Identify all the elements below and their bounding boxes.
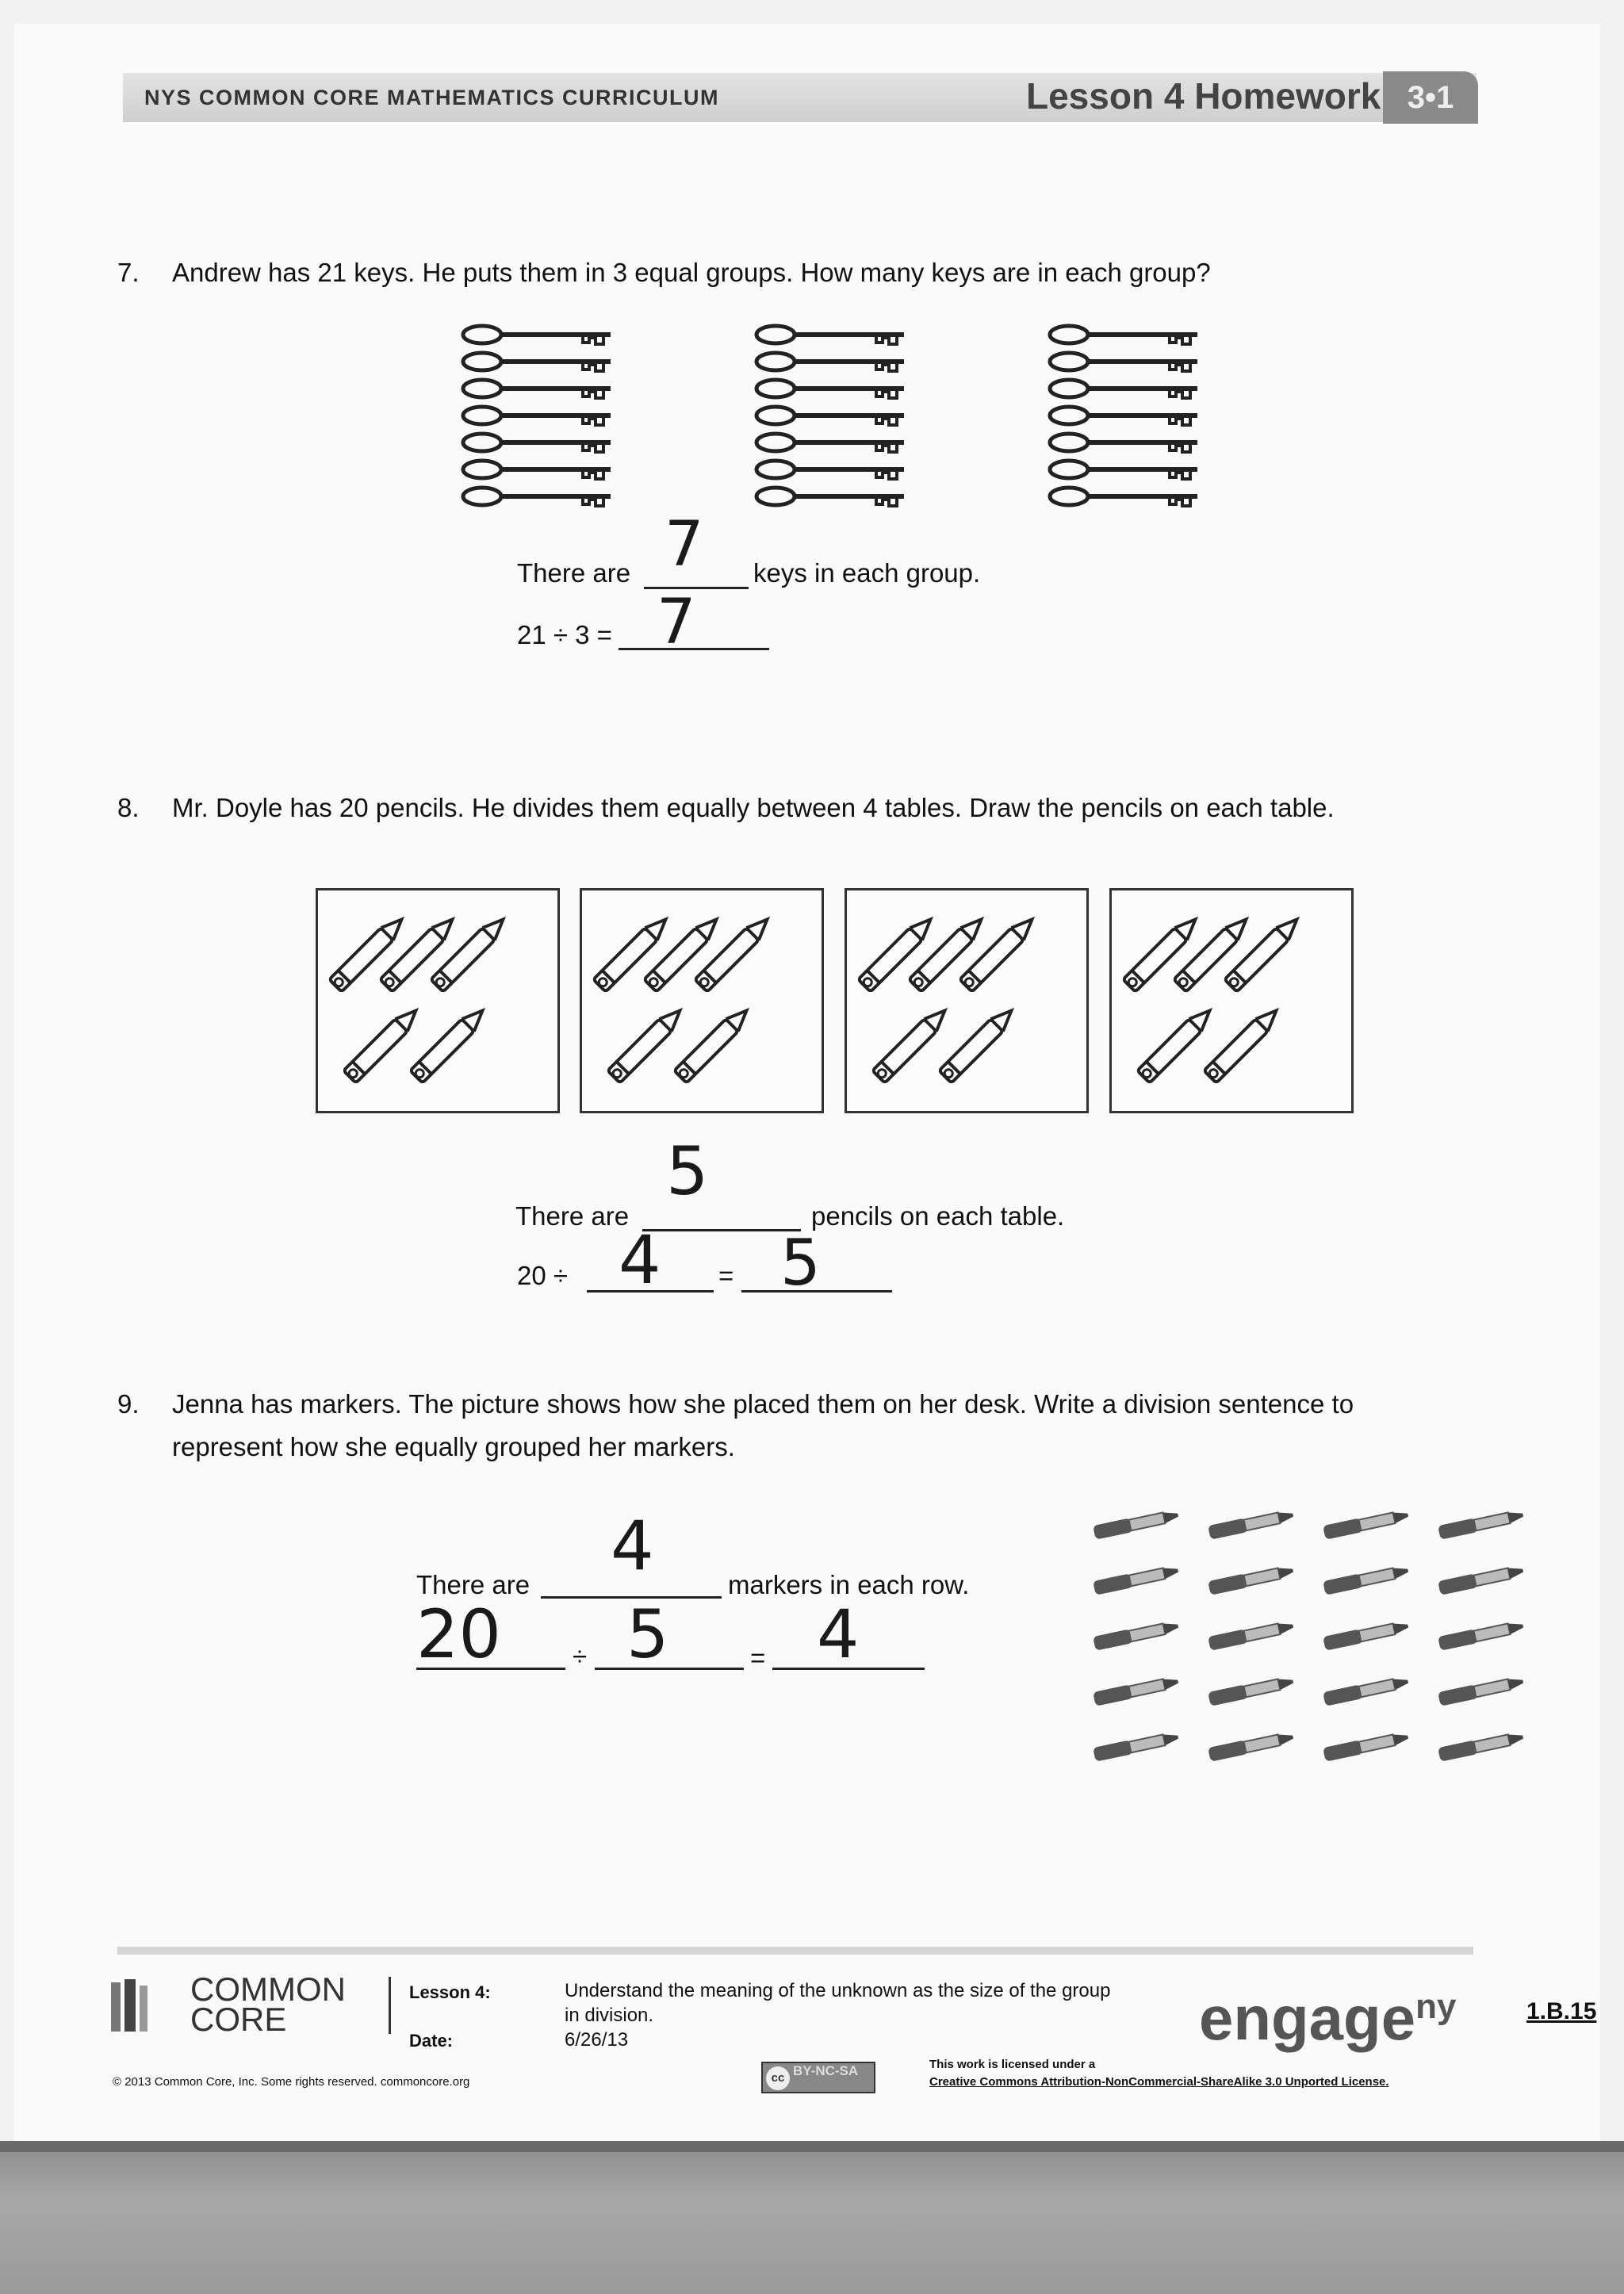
logo-line-2: CORE: [190, 2001, 287, 2038]
pencil-drawings: [582, 890, 822, 1111]
key-icon: [756, 488, 904, 506]
cc-license-badge: [761, 2062, 875, 2093]
marker-icon: [1093, 1675, 1179, 1706]
key-icon: [1050, 488, 1197, 506]
page-code: 1.B.15: [1526, 1998, 1597, 2024]
q7-sentence-before: There are: [517, 558, 631, 588]
marker-icon: [1093, 1730, 1179, 1762]
marker-icon: [1438, 1730, 1524, 1762]
scan-bottom-margin: [0, 2141, 1624, 2294]
q8-sentence-after: pencils on each table.: [811, 1201, 1065, 1231]
marker-icon: [1208, 1730, 1294, 1762]
key-icon: [1050, 434, 1197, 452]
key-icon: [463, 353, 611, 371]
q9-handwritten-divisor: 5: [626, 1595, 669, 1673]
key-icon: [1050, 380, 1197, 398]
marker-icon: [1323, 1675, 1409, 1706]
markers-illustration: [1086, 1511, 1546, 1780]
marker-icon: [1438, 1675, 1524, 1706]
q9-handwritten-answer: 4: [611, 1507, 654, 1586]
q9-quotient-blank-line: [772, 1668, 925, 1670]
engage-text: engage: [1199, 1983, 1416, 2053]
copyright-text: © 2013 Common Core, Inc. Some rights reserved. commoncore.org: [113, 2075, 470, 2089]
logo-line-1: COMMON: [190, 1970, 346, 2008]
question-9-number: 9.: [117, 1389, 140, 1419]
q9-divide-sign: ÷: [573, 1641, 588, 1671]
q7-handwritten-equation-answer: 7: [657, 587, 696, 658]
table-1: [316, 888, 560, 1113]
marker-icon: [1093, 1511, 1179, 1540]
license-line1: This work is licensed under a: [929, 2058, 1096, 2071]
key-icon: [1050, 407, 1197, 425]
footer-date: 6/26/13: [565, 2029, 629, 2051]
key-icon: [756, 380, 904, 398]
marker-icon: [1093, 1564, 1179, 1595]
footer-date-label: Date:: [409, 2031, 454, 2051]
marker-icon: [1323, 1619, 1409, 1651]
key-icon: [463, 434, 611, 452]
ny-text: ny: [1415, 1987, 1457, 2026]
common-core-logo-icon: [111, 1979, 174, 2032]
cc-icon: cc: [766, 2066, 790, 2090]
pencil-drawings: [847, 890, 1086, 1111]
table-3: [845, 888, 1089, 1113]
q8-handwritten-equation-answer: 5: [780, 1226, 821, 1300]
key-icon: [1050, 353, 1197, 371]
marker-icon: [1208, 1511, 1294, 1540]
key-icon: [463, 461, 611, 479]
key-icon: [463, 407, 611, 425]
q9-handwritten-quotient: 4: [817, 1595, 860, 1673]
marker-icon: [1208, 1675, 1294, 1706]
footer-description-line2: in division.: [565, 2005, 654, 2026]
q9-handwritten-dividend: 20: [416, 1595, 501, 1673]
question-7-text: Andrew has 21 keys. He puts them in 3 equal groups. How many keys are in each group?: [172, 258, 1211, 287]
q8-equation-equals: =: [718, 1261, 734, 1290]
license-link[interactable]: Creative Commons Attribution-NonCommercial-ShareAlike 3.0 Unported License.: [929, 2075, 1389, 2089]
pencil-icon: [1204, 1005, 1282, 1083]
table-4: [1109, 888, 1354, 1113]
marker-icon: [1323, 1564, 1409, 1595]
pencil-icon: [674, 1005, 753, 1083]
q7-sentence-after: keys in each group.: [753, 558, 981, 588]
lesson-title: Lesson 4 Homework: [1026, 75, 1381, 117]
keys-illustration: [460, 317, 1237, 531]
curriculum-title: NYS COMMON CORE MATHEMATICS CURRICULUM: [144, 86, 719, 109]
footer-separator: [389, 1977, 391, 2034]
pencil-icon: [939, 1005, 1017, 1083]
key-icon: [756, 434, 904, 452]
marker-icon: [1438, 1564, 1524, 1595]
pencil-icon: [858, 913, 936, 992]
key-icon: [1050, 461, 1197, 479]
q8-handwritten-divisor: 4: [619, 1221, 661, 1299]
key-icon: [756, 461, 904, 479]
q8-answer-blank-line: [642, 1229, 801, 1231]
pencil-icon: [329, 913, 408, 992]
marker-icon: [1438, 1511, 1524, 1540]
table-2: [580, 888, 824, 1113]
question-9-text-line2: represent how she equally grouped her markers.: [172, 1432, 735, 1461]
question-7-number: 7.: [117, 258, 140, 287]
marker-icon: [1438, 1619, 1524, 1651]
key-icon: [463, 380, 611, 398]
engageny-logo: [1199, 1982, 1456, 2055]
grade-module-badge: 3•1: [1383, 71, 1478, 124]
q9-sentence-before: There are: [416, 1570, 530, 1599]
key-icon: [756, 407, 904, 425]
footer-lesson-label: Lesson 4:: [409, 1982, 491, 2002]
cc-badge-text: BY-NC-SA: [793, 2063, 859, 2078]
q9-sentence-after: markers in each row.: [728, 1570, 970, 1599]
footer-description-line1: Understand the meaning of the unknown as the size of the group: [565, 1980, 1111, 2001]
common-core-logo-text: [190, 1970, 346, 2038]
key-icon: [756, 353, 904, 371]
q8-handwritten-answer: 5: [666, 1132, 709, 1210]
pencil-icon: [593, 913, 672, 992]
footer-divider: [117, 1947, 1473, 1955]
key-icon: [463, 326, 611, 344]
question-8-text: Mr. Doyle has 20 pencils. He divides them equally between 4 tables. Draw the pencils on each table.: [172, 793, 1335, 822]
marker-icon: [1323, 1730, 1409, 1762]
marker-icon: [1208, 1619, 1294, 1651]
key-icon: [756, 326, 904, 344]
q9-dividend-blank-line: [416, 1668, 565, 1670]
marker-icon: [1323, 1511, 1409, 1540]
marker-icon: [1208, 1564, 1294, 1595]
key-icon: [1050, 326, 1197, 344]
pencil-drawings: [318, 890, 557, 1111]
q8-sentence-before: There are: [515, 1201, 630, 1231]
question-9-text-line1: Jenna has markers. The picture shows how she placed them on her desk. Write a division sentence to: [172, 1389, 1354, 1419]
question-8-number: 8.: [117, 793, 140, 822]
key-icon: [463, 488, 611, 506]
pencil-icon: [410, 1005, 488, 1083]
marker-icon: [1093, 1619, 1179, 1651]
q7-handwritten-answer: 7: [665, 509, 704, 580]
q8-equation-left: 20 ÷: [517, 1261, 568, 1290]
q9-equals-sign: =: [750, 1643, 766, 1672]
pencil-drawings: [1112, 890, 1351, 1111]
pencil-icon: [1123, 913, 1201, 992]
q9-divisor-blank-line: [595, 1668, 744, 1670]
q7-equation: 21 ÷ 3 =: [517, 620, 612, 649]
